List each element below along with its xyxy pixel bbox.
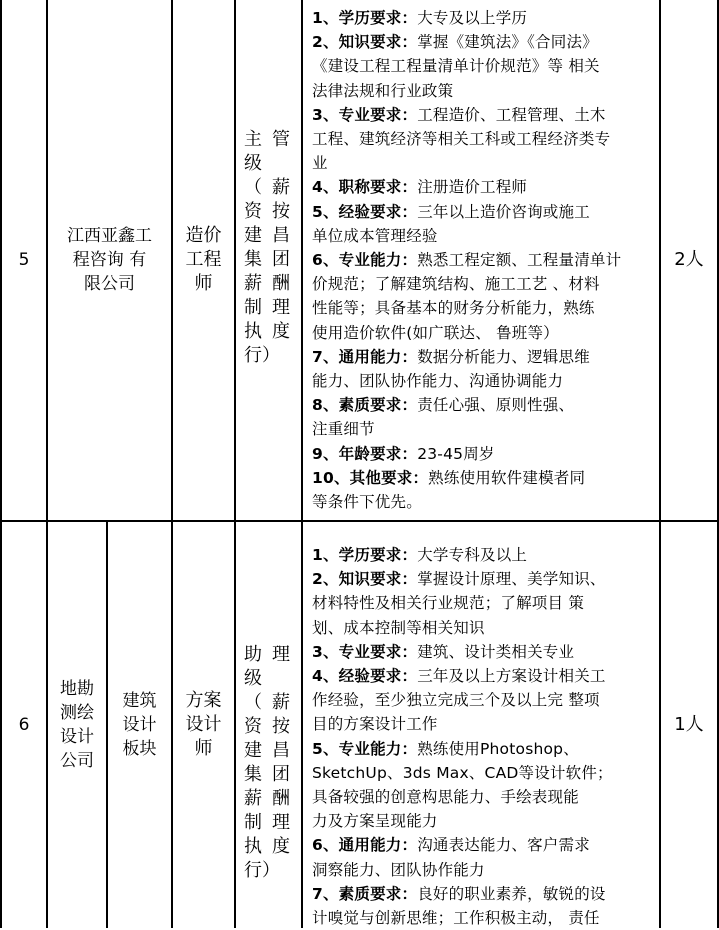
requirement-line [312,712,657,736]
requirement-label: 4、职称要求： [312,178,418,197]
requirement-label: 3、专业要求： [312,105,418,124]
row6-position-line: 师 [194,738,213,759]
requirement-text: 大学专科及以上 [417,546,528,564]
requirement-label: 3、专业要求： [312,642,418,661]
requirement-text: 熟练使用软件建模者同 [428,468,586,487]
row5-company-line: 限公司 [84,274,135,294]
row5-company [48,0,171,520]
row5-position-line: 师 [194,273,213,294]
requirement-line [312,640,657,664]
row6-company-line: 地勘 [60,679,94,699]
requirement-label: 6、专业能力： [312,251,418,270]
row5-position [173,0,234,520]
row6-position-line: 设计 [185,714,222,735]
row5-salary-spacer [272,152,290,176]
requirement-text: 等条件下优先。 [312,493,422,512]
requirement-label: 1、学历要求： [312,546,418,564]
requirement-line [312,272,657,296]
requirement-text: 注重细节 [312,420,375,439]
requirement-text: 使用造价软件(如广联达、 鲁班等） [312,323,559,342]
row5-salary-char: 资 [244,201,262,222]
requirement-text: 价规范；了解建筑结构、施工工艺 、材料 [312,275,600,294]
requirement-text: 力及方案呈现能力 [312,812,438,831]
requirement-text: 大专及以上学历 [417,9,528,27]
requirement-label: 2、知识要求： [312,33,418,52]
requirement-text: 性能等；具备基本的财务分析能力，熟练 [312,299,595,318]
requirement-line [312,737,657,761]
requirement-text: 能力、团队协作能力、沟通协调能力 [312,372,564,391]
requirement-line [312,688,657,712]
requirement-text: 《建设工程工程量清单计价规范》等 相关 [312,57,600,76]
row5-salary-char: 昌 [272,225,290,246]
requirement-text: 单位成本管理经验 [312,226,438,245]
row6-position-line: 方案 [185,690,222,711]
row5-salary-char: 主 [244,129,262,150]
row5-company-line: 程咨询 有 [72,250,147,270]
row6-salary-spacer [272,667,290,691]
row6-requirements [312,543,657,930]
row6-salary-char: 集 [244,764,262,785]
row6-index-text: 6 [18,715,30,735]
row6-salary-char: 理 [272,812,290,833]
row6-salary-char: 团 [272,764,290,785]
requirement-line [312,369,657,393]
requirement-text: SketchUp、3ds Max、CAD等设计软件； [312,763,613,782]
requirement-line [312,567,657,591]
requirement-line [312,175,657,199]
requirement-text: 熟练使用Photoshop、 [417,739,579,758]
row6-headcount-text: 1人 [674,714,704,735]
row5-position-line: 造价 [185,225,222,246]
col-line-salary [301,0,303,928]
row6-salary-char: 昌 [272,740,290,761]
requirement-text: 法律法规和行业政策 [312,81,454,100]
row5-salary-char: 管 [272,129,290,150]
requirement-label: 8、素质要求： [312,396,418,415]
row6-department-line: 设计 [122,715,157,735]
row5-salary-char: 团 [272,249,290,270]
requirement-line [312,466,657,490]
row5-salary-char: 制 [244,297,262,318]
row6-salary-char: 薪 [244,788,262,809]
requirement-line [312,833,657,857]
row5-salary-char: （ [244,177,262,198]
requirement-line [312,785,657,809]
row5-salary-char: 级 [244,153,262,174]
row6-salary-char: 级 [244,668,262,689]
row5-index [2,0,46,520]
requirement-text: 具备较强的创意构思能力、手绘表现能 [312,788,579,807]
requirement-text: 责任心强、原则性强、 [417,396,575,415]
requirement-line [312,664,657,688]
requirement-label: 4、经验要求： [312,667,418,686]
requirement-text: 注册造价工程师 [417,178,528,197]
row6-salary-char: （ [244,692,262,713]
row6-salary-char: 薪 [272,692,290,713]
requirement-line [312,442,657,466]
requirement-line [312,321,657,345]
requirement-text: 业 [312,154,328,173]
requirement-line [312,200,657,224]
row6-salary-char: 建 [244,740,262,761]
row5-salary-char: 执 [244,321,262,342]
requirement-label: 10、其他要求： [312,468,429,487]
requirement-label: 7、素质要求： [312,884,418,903]
requirement-line [312,151,657,175]
requirement-text: 目的方案设计工作 [312,715,438,734]
requirement-line [312,393,657,417]
requirement-line [312,906,657,930]
requirement-label: 5、经验要求： [312,202,418,221]
row6-salary-char: 理 [272,644,290,665]
row6-salary-char: 执 [244,836,262,857]
requirement-text: 三年以上造价咨询或施工 [417,202,590,221]
requirement-line [312,248,657,272]
row5-salary-char: 按 [272,201,290,222]
row6-headcount [661,522,717,928]
requirement-text: 建筑、设计类相关专业 [417,642,575,661]
row6-department-line: 板块 [122,739,157,759]
requirement-text: 数据分析能力、逻辑思维 [417,347,590,366]
requirement-text: 材料特性及相关行业规范；了解项目 策 [312,594,585,613]
requirement-line [312,30,657,54]
row6-salary-char: 行） [244,860,280,881]
requirement-text: 划、成本控制等相关知识 [312,618,485,637]
requirement-label: 2、知识要求： [312,570,418,589]
row6-salary-char: 酬 [272,788,290,809]
row5-salary-char: 行） [244,345,280,366]
requirement-text: 掌握《建筑法》《合同法》 [417,33,598,52]
requirement-line [312,79,657,103]
row6-department [108,522,171,928]
requirement-text: 作经验，至少独立完成三个及以上完 整项 [312,691,600,710]
row5-company-line: 江西亚鑫工 [67,226,152,246]
requirement-line [312,543,657,567]
requirement-line [312,616,657,640]
row5-requirements [312,6,657,514]
row6-department-line: 建筑 [122,691,157,711]
row6-salary-char: 助 [244,644,262,665]
col-line-position [234,0,236,928]
row5-salary-char: 集 [244,249,262,270]
requirement-line [312,6,657,30]
row6-company [48,522,106,928]
row5-salary-char: 理 [272,297,290,318]
row6-salary-char: 度 [272,836,290,857]
requirement-text: 23-45周岁 [417,444,495,463]
requirement-label: 5、专业能力： [312,739,418,758]
requirement-label: 1、学历要求： [312,9,418,27]
requirement-line [312,882,657,906]
row6-salary-char: 按 [272,716,290,737]
row6-company-line: 测绘 [60,703,94,723]
row5-salary-char: 薪 [244,273,262,294]
requirement-text: 工程造价、工程管理、土木 [417,105,606,124]
row5-headcount [661,0,717,520]
row5-index-text: 5 [18,250,30,270]
requirement-line [312,54,657,78]
requirement-line [312,761,657,785]
row5-salary-char: 酬 [272,273,290,294]
row6-position [173,522,234,928]
requirement-text: 计嗅觉与创新思维；工作积极主动， 责任 [312,909,600,928]
requirement-line [312,417,657,441]
row5-position-line: 工程 [185,249,222,270]
requirement-line [312,103,657,127]
requirement-label: 7、通用能力： [312,347,418,366]
requirement-text: 良好的职业素养，敏锐的设 [417,884,606,903]
row6-company-line: 公司 [60,751,94,771]
row5-headcount-text: 2人 [674,249,704,270]
requirement-line [312,591,657,615]
requirement-line [312,858,657,882]
requirement-line [312,224,657,248]
row6-index [2,522,46,928]
requirement-line [312,345,657,369]
requirement-text: 工程、建筑经济等相关工科或工程经济类专 [312,130,611,149]
requirement-line [312,809,657,833]
row6-salary-char: 资 [244,716,262,737]
requirement-text: 沟通表达能力、客户需求 [417,836,590,855]
row6-company-line: 设计 [60,727,94,747]
requirement-line [312,296,657,320]
row6-salary-col2 [272,643,290,859]
requirement-text: 熟悉工程定额、工程量清单计 [417,251,622,270]
requirement-label: 9、年龄要求： [312,444,418,463]
requirement-text: 三年及以上方案设计相关工 [417,667,606,686]
row5-salary-char: 建 [244,225,262,246]
requirement-line [312,127,657,151]
row5-salary-char: 薪 [272,177,290,198]
row5-salary-col2 [272,128,290,344]
requirement-label: 6、通用能力： [312,836,418,855]
row6-salary-char: 制 [244,812,262,833]
row5-salary-char: 度 [272,321,290,342]
requirement-text: 掌握设计原理、美学知识、 [417,570,606,589]
requirement-text: 洞察能力、团队协作能力 [312,860,485,879]
requirement-line [312,490,657,514]
